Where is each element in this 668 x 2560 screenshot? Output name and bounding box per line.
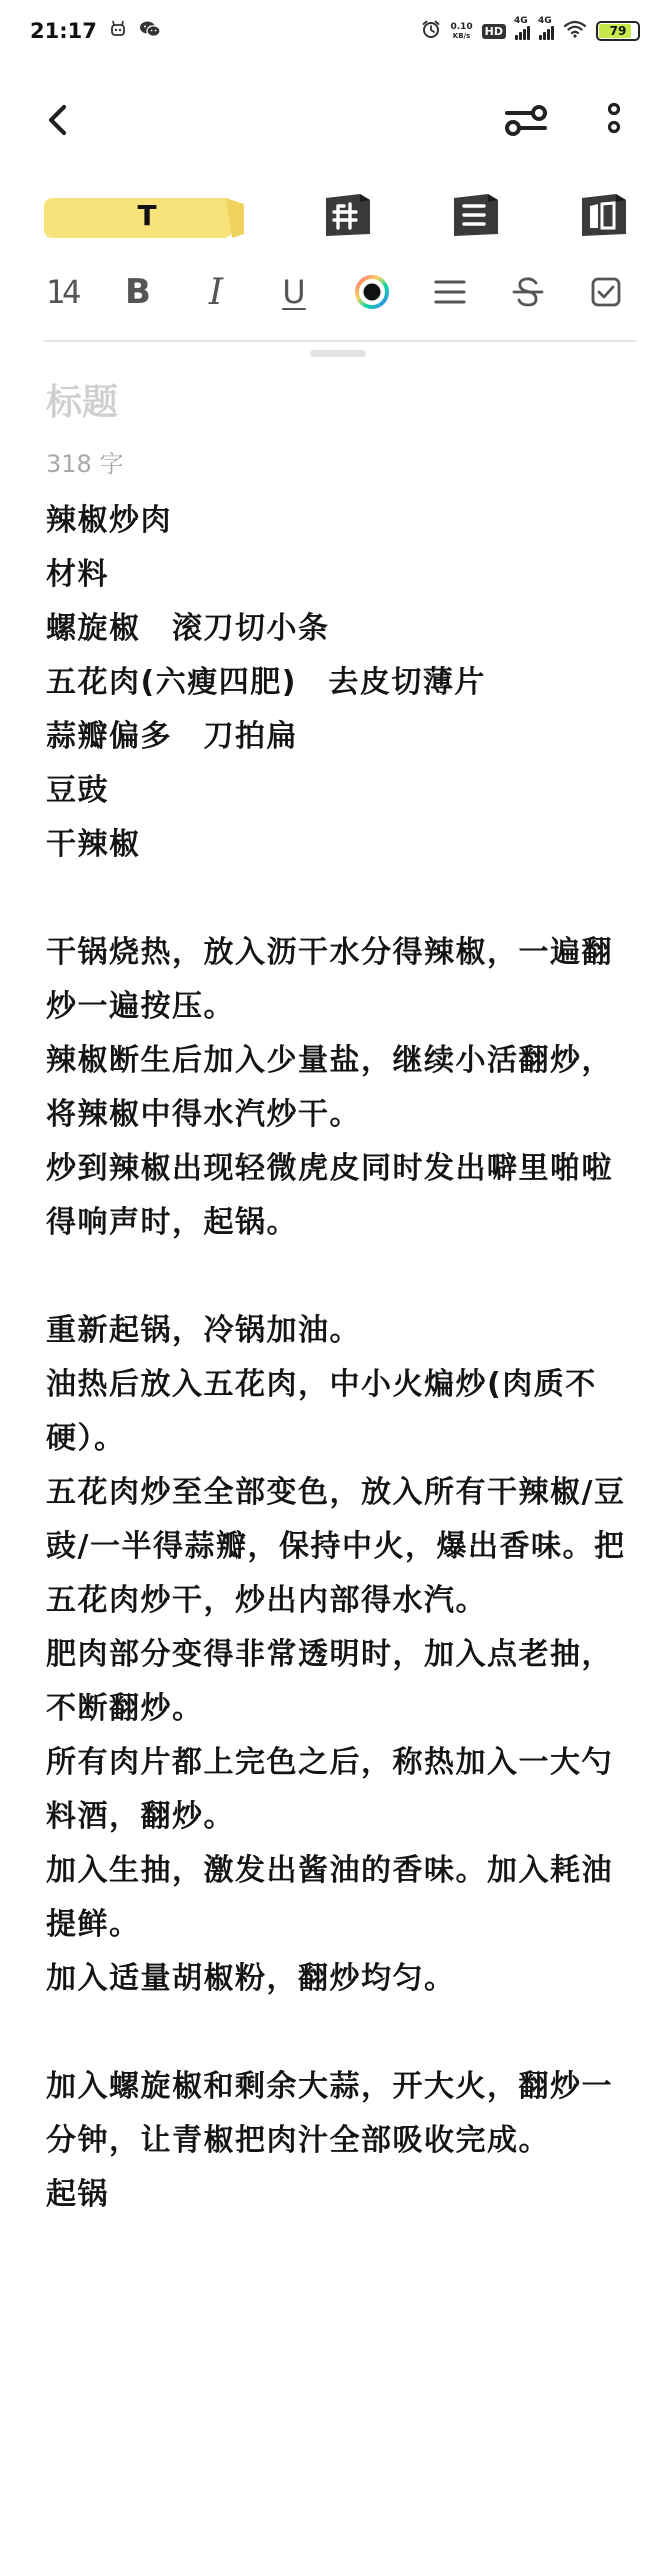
note-paragraph: 辣椒断生后加入少量盐，继续小活翻炒，将辣椒中得水汽炒干。 <box>46 1043 613 1132</box>
note-paragraph: 所有肉片都上完色之后，称热加入一大勺料酒，翻炒。 <box>46 1745 613 1834</box>
text-format-label: T <box>137 198 157 232</box>
format-settings-button[interactable] <box>496 82 556 158</box>
underline-button[interactable]: U <box>282 273 306 311</box>
note-title-input[interactable]: 标题 <box>46 382 119 423</box>
alarm-icon <box>421 19 441 43</box>
battery-icon <box>596 21 640 41</box>
note-paragraph: 辣椒炒肉 <box>46 503 172 538</box>
layout-tab[interactable] <box>574 186 634 244</box>
status-bar <box>0 0 668 62</box>
status-bar-right <box>421 16 640 43</box>
word-count: 318 字 <box>46 450 124 478</box>
signal-2-icon <box>538 16 554 40</box>
note-paragraph: 蒜瓣偏多 刀拍扁 <box>46 719 298 754</box>
note-paragraph: 干辣椒 <box>46 827 141 862</box>
strikethrough-icon <box>510 274 546 310</box>
hd-badge: HD <box>482 24 506 39</box>
color-wheel-icon <box>354 274 390 310</box>
note-paragraph: 肥肉部分变得非常透明时，加入点老抽，不断翻炒。 <box>46 1637 613 1726</box>
network-speed-unit: KB/s <box>452 31 471 40</box>
drag-handle[interactable] <box>310 350 366 357</box>
network-speed-value: 0.10 <box>450 21 473 32</box>
note-paragraph: 加入螺旋椒和剩余大蒜，开大火，翻炒一分钟，让青椒把肉汁全部吸收完成。 <box>46 2069 613 2158</box>
align-lines-icon <box>432 276 468 308</box>
doll-icon <box>109 20 127 42</box>
note-paragraph: 螺旋椒 滚刀切小条 <box>46 611 330 646</box>
note-paragraph: 五花肉炒至全部变色，放入所有干辣椒/豆豉/一半得蒜瓣，保持中火，爆出香味。把五花肉炒干，炒出内部得水汽。 <box>46 1475 626 1618</box>
text-format-tab[interactable] <box>44 186 250 244</box>
sliders-icon <box>503 100 549 140</box>
status-bar-left <box>30 19 161 43</box>
note-paragraph <box>46 1250 636 1304</box>
note-paragraph: 油热后放入五花肉，中小火煸炒(肉质不硬）。 <box>46 1367 597 1456</box>
wifi-icon <box>563 20 587 42</box>
more-vertical-icon <box>606 100 622 140</box>
signal-1-label: 4G <box>514 16 528 26</box>
note-paragraph: 豆豉 <box>46 773 109 808</box>
checklist-button[interactable] <box>578 264 634 320</box>
style-toolbar <box>0 264 668 320</box>
font-size-button[interactable]: 14 <box>45 273 79 311</box>
toolbar-divider <box>44 340 636 342</box>
note-paragraph: 材料 <box>46 557 109 592</box>
bold-button[interactable]: B <box>125 272 151 312</box>
more-options-button[interactable] <box>584 82 644 158</box>
heading-block-icon <box>320 190 376 240</box>
note-paragraph <box>46 2006 636 2060</box>
align-button[interactable] <box>422 264 478 320</box>
note-paragraph: 炒到辣椒出现轻微虎皮同时发出噼里啪啦得响声时，起锅。 <box>46 1151 613 1240</box>
status-time: 21:17 <box>30 19 97 43</box>
list-block-icon <box>448 190 504 240</box>
back-button[interactable] <box>28 82 88 158</box>
note-paragraph: 五花肉(六瘦四肥) 去皮切薄片 <box>46 665 486 700</box>
note-paragraph: 重新起锅，冷锅加油。 <box>46 1313 361 1348</box>
heading-tab[interactable] <box>318 186 378 244</box>
note-paragraph: 起锅 <box>46 2177 109 2212</box>
note-paragraph: 干锅烧热，放入沥干水分得辣椒，一遍翻炒一遍按压。 <box>46 935 613 1024</box>
note-paragraph: 加入生抽，激发出酱油的香味。加入耗油提鲜。 <box>46 1853 613 1942</box>
back-arrow-icon <box>45 103 71 137</box>
format-tabs <box>0 186 668 244</box>
battery-percent: 79 <box>609 24 627 38</box>
note-paragraph: 加入适量胡椒粉，翻炒均匀。 <box>46 1961 456 1996</box>
italic-button[interactable]: I <box>208 271 224 313</box>
wechat-icon <box>139 20 161 42</box>
checkbox-icon <box>588 274 624 310</box>
signal-1-icon <box>514 16 530 40</box>
note-body-editor[interactable] <box>46 494 636 2222</box>
list-tab[interactable] <box>446 186 506 244</box>
layout-block-icon <box>576 190 632 240</box>
text-color-button[interactable] <box>344 264 400 320</box>
signal-2-label: 4G <box>538 16 552 26</box>
strikethrough-button[interactable] <box>500 264 556 320</box>
note-editor-header <box>0 82 668 158</box>
network-speed <box>450 23 472 40</box>
note-paragraph <box>46 872 636 926</box>
